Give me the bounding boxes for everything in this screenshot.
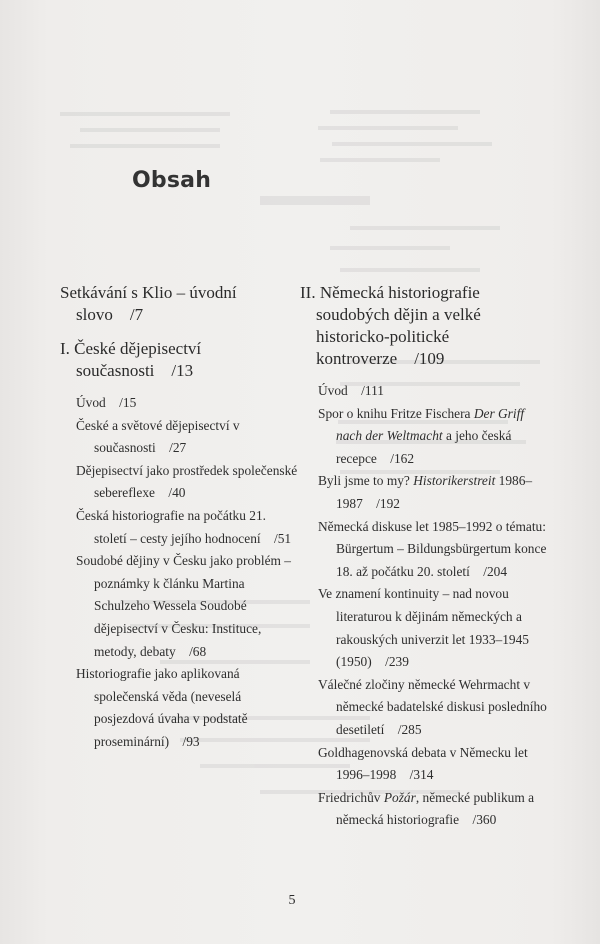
entry-text: Německá diskuse let 1985–1992 o tématu: Bürgertum – Bildungsbürgertum konce 18. až počátku 20. století xyxy=(318,518,547,579)
toc-entry[interactable] xyxy=(60,550,300,663)
entry-text: a jeho česká recepce xyxy=(336,428,512,466)
entry-text: Byli jsme to my? xyxy=(318,473,414,489)
section-page-ref: /7 xyxy=(129,305,144,324)
page-number: 5 xyxy=(288,893,296,908)
entry-text: Friedrichův xyxy=(318,789,384,805)
entry-text: Historiografie jako aplikovaná společenská věda (neveselá posjezdová úvaha v podstatě proseminární) xyxy=(76,666,248,749)
entry-page-ref: /192 xyxy=(376,495,400,511)
entry-page-ref: /68 xyxy=(189,643,207,659)
entry-page-ref: /15 xyxy=(119,395,137,410)
toc-entry[interactable] xyxy=(300,516,550,584)
entry-text: Úvod xyxy=(318,383,348,398)
toc-heading: Obsah xyxy=(132,168,212,193)
entry-page-ref: /360 xyxy=(472,812,497,828)
toc-entry[interactable] xyxy=(60,415,300,460)
entry-text: Česká historiografie na počátku 21. století – cesty jejího hodnocení xyxy=(76,507,267,546)
toc-entry[interactable] xyxy=(300,787,550,832)
toc-entry[interactable] xyxy=(60,505,300,550)
entry-italic-title: Požár xyxy=(383,789,416,805)
entry-text: České a světové dějepisectví v současnosti xyxy=(76,417,240,456)
toc-left-column xyxy=(60,282,300,754)
entry-page-ref: /162 xyxy=(390,450,415,466)
entry-text: Dějepisectví jako prostředek společenské sebereflexe xyxy=(76,462,298,501)
toc-section-title[interactable] xyxy=(60,282,300,326)
entry-page-ref: /93 xyxy=(182,733,200,749)
toc-entry[interactable] xyxy=(300,674,550,742)
toc-entry[interactable] xyxy=(60,392,300,415)
entry-page-ref: /285 xyxy=(397,721,422,737)
section-page-ref: /109 xyxy=(414,349,445,368)
section-page-ref: /13 xyxy=(171,361,194,380)
entry-page-ref: /239 xyxy=(385,654,409,670)
toc-entry[interactable] xyxy=(60,663,300,753)
toc-entry[interactable] xyxy=(300,583,550,673)
entry-page-ref: /204 xyxy=(483,563,508,579)
section-title-text: I. České dějepisectví současnosti xyxy=(60,339,202,380)
section-title-text: II. Německá historiografie soudobých dějin a velké historicko-politické kontroverze xyxy=(300,283,481,368)
entry-text: Ve znamení kontinuity – nad novou literaturou k dějinám německých a rakouských univerzit let 1933–1945 (1950) xyxy=(318,586,530,670)
entry-text: Úvod xyxy=(76,395,106,410)
toc-entry[interactable] xyxy=(300,470,550,515)
entry-text: Soudobé dějiny v Česku jako problém – poznámky k článku Martina Schulzeho Wessela Soudobé dějepisectví v Česku: Instituce, metody, debaty xyxy=(76,553,291,659)
toc-entry[interactable] xyxy=(300,380,550,403)
entry-text: , německé publikum a německá historiografie xyxy=(336,789,535,828)
entry-page-ref: /27 xyxy=(169,440,187,456)
toc-entry[interactable] xyxy=(300,742,550,787)
entry-text: Spor o knihu Fritze Fischera xyxy=(318,405,474,421)
toc-section-title[interactable] xyxy=(300,282,550,370)
entry-text: Goldhagenovská debata v Německu let 1996–1998 xyxy=(318,744,528,783)
section-title-text: Setkávání s Klio – úvodní slovo xyxy=(60,283,237,324)
entry-page-ref: /40 xyxy=(168,485,186,501)
entry-italic-title: Historikerstreit xyxy=(413,473,496,489)
entry-text: 1986–1987 xyxy=(336,473,533,511)
entry-page-ref: /314 xyxy=(409,767,434,783)
toc-entry[interactable] xyxy=(300,403,550,471)
toc-section-title[interactable] xyxy=(60,338,300,382)
entry-page-ref: /111 xyxy=(361,383,384,398)
entry-page-ref: /51 xyxy=(274,530,292,546)
entry-italic-title: Der Griff nach der Weltmacht xyxy=(336,405,525,444)
toc-right-column xyxy=(300,282,550,832)
toc-entry[interactable] xyxy=(60,460,300,505)
entry-text: Válečné zločiny německé Wehrmacht v německé badatelské diskusi posledního desetiletí xyxy=(318,676,547,737)
